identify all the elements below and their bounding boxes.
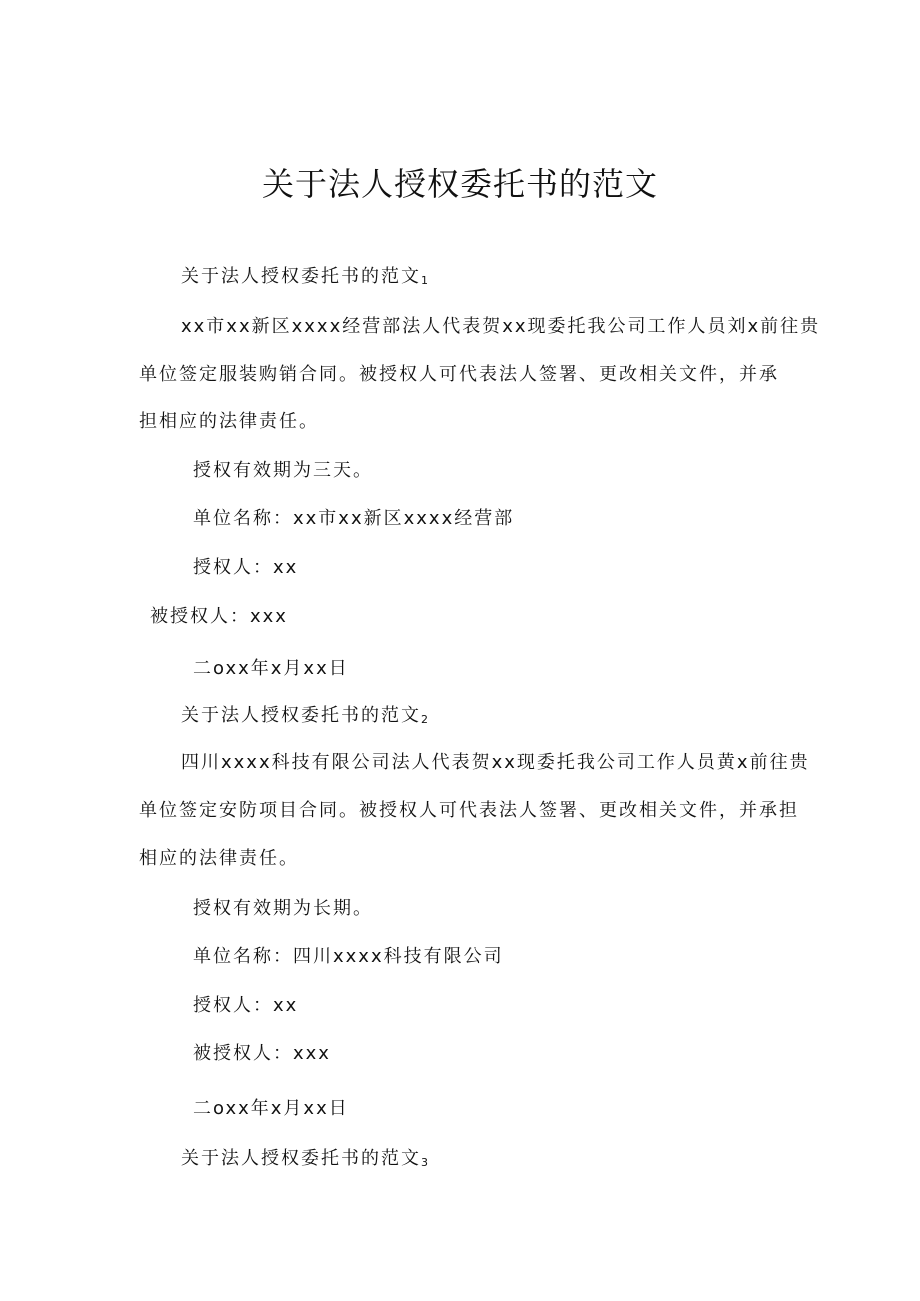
section-1-heading [181,265,428,291]
section-1-date: 二oxx年x月xx日 [193,658,349,679]
section-1-grantee: 被授权人：xxx [150,606,288,627]
section-2-heading-number: 2 [421,713,428,726]
section-2-grantor: 授权人：xx [193,995,299,1016]
section-1-paragraph-line-3: 担相应的法律责任。 [139,411,319,432]
section-1-paragraph-line-2: 单位签定服装购销合同。被授权人可代表法人签署、更改相关文件，并承 [139,364,779,385]
section-2-paragraph-line-1: 四川xxxx科技有限公司法人代表贺xx现委托我公司工作人员黄x前往贵 [181,752,810,773]
section-1-paragraph-line-1: xx市xx新区xxxx经营部法人代表贺xx现委托我公司工作人员刘x前往贵 [181,316,821,337]
section-2-paragraph-line-3: 相应的法律责任。 [139,848,299,869]
section-2-heading [181,704,428,730]
section-1-heading-text: 关于法人授权委托书的范文 [181,266,421,287]
document-title: 关于法人授权委托书的范文 [261,165,658,203]
section-2-unit-name: 单位名称：四川xxxx科技有限公司 [193,946,504,967]
section-2-date: 二oxx年x月xx日 [193,1098,349,1119]
section-1-unit-name: 单位名称：xx市xx新区xxxx经营部 [193,508,515,529]
section-3-heading-text: 关于法人授权委托书的范文 [181,1148,421,1169]
section-2-heading-text: 关于法人授权委托书的范文 [181,705,421,726]
section-3-heading-number: 3 [421,1156,428,1169]
section-1-grantor: 授权人：xx [193,557,299,578]
section-3-heading [181,1147,428,1173]
section-1-validity: 授权有效期为三天。 [193,460,373,481]
section-2-grantee: 被授权人：xxx [193,1043,331,1064]
section-2-paragraph-line-2: 单位签定安防项目合同。被授权人可代表法人签署、更改相关文件，并承担 [139,800,799,821]
section-2-validity: 授权有效期为长期。 [193,898,373,919]
section-1-heading-number: 1 [421,274,428,287]
